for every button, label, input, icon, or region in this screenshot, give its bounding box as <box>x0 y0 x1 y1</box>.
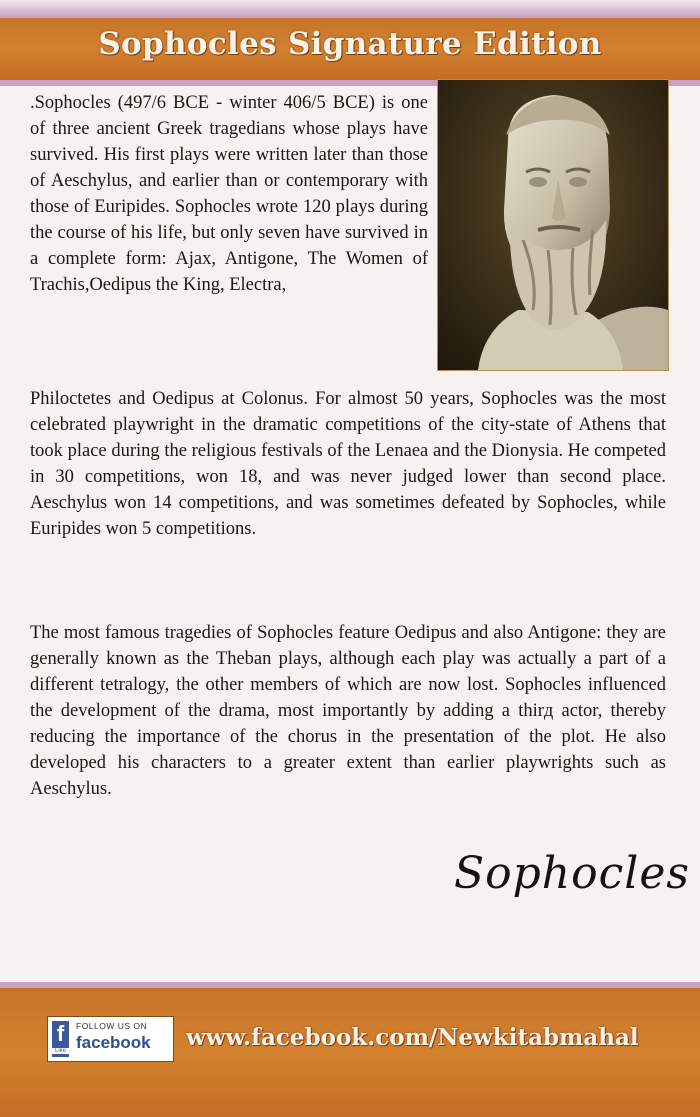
sophocles-bust-portrait <box>438 80 668 370</box>
bust-illustration <box>438 80 668 370</box>
page-title: Sophocles Signature Edition <box>98 26 602 62</box>
signature: Sophocles <box>454 848 690 899</box>
like-label: Like <box>52 1048 69 1054</box>
tragedies-paragraph: The most famous tragedies of Sophocles feature Oedipus and also Antigone: they are generally known as the Theban plays, although each play was actually a part of a different tetralogy, the other members of which are now lost. Sophocles influenced the development of the drama, most importantly by adding a thirд actor, thereby reducing the importance of the chorus in the presentation of the plot. He also developed his characters to a greater extent than earlier playwrights such as Aeschylus. <box>30 623 666 799</box>
follow-us-label: FOLLOW US ON <box>76 1021 148 1031</box>
facebook-icon: f <box>52 1021 69 1057</box>
facebook-url-link[interactable]: www.facebook.com/Newkitabmahal <box>186 1024 639 1051</box>
intro-paragraph-top: .Sophocles (497/6 BCE - winter 406/5 BCE) is one of three ancient Greek tragedians whose plays have survived. His first plays were written later than those of Aeschylus, and earlier than or contemporary with those of Euripides. Sophocles wrote 120 plays during the course of his life, but only seven have survived in a complete form: Ajax, Antigone, The Women of Trachis,Oedipus the King, Electra, <box>30 93 428 295</box>
facebook-follow-badge[interactable] <box>47 1016 174 1062</box>
top-strip <box>0 0 700 18</box>
intro-paragraph-continued: Philoctetes and Oedipus at Colonus. For almost 50 years, Sophocles was the most celebrated playwright in the dramatic competitions of the city-state of Athens that took place during the religious festivals of the Lenaea and the Dionysia. He competed in 30 competitions, won 18, and was never judged lower than second place. Aeschylus won 14 competitions, and was sometimes defeated by Sophocles, while Euripides won 5 competitions. <box>30 389 666 539</box>
facebook-wordmark: facebook <box>76 1033 151 1052</box>
